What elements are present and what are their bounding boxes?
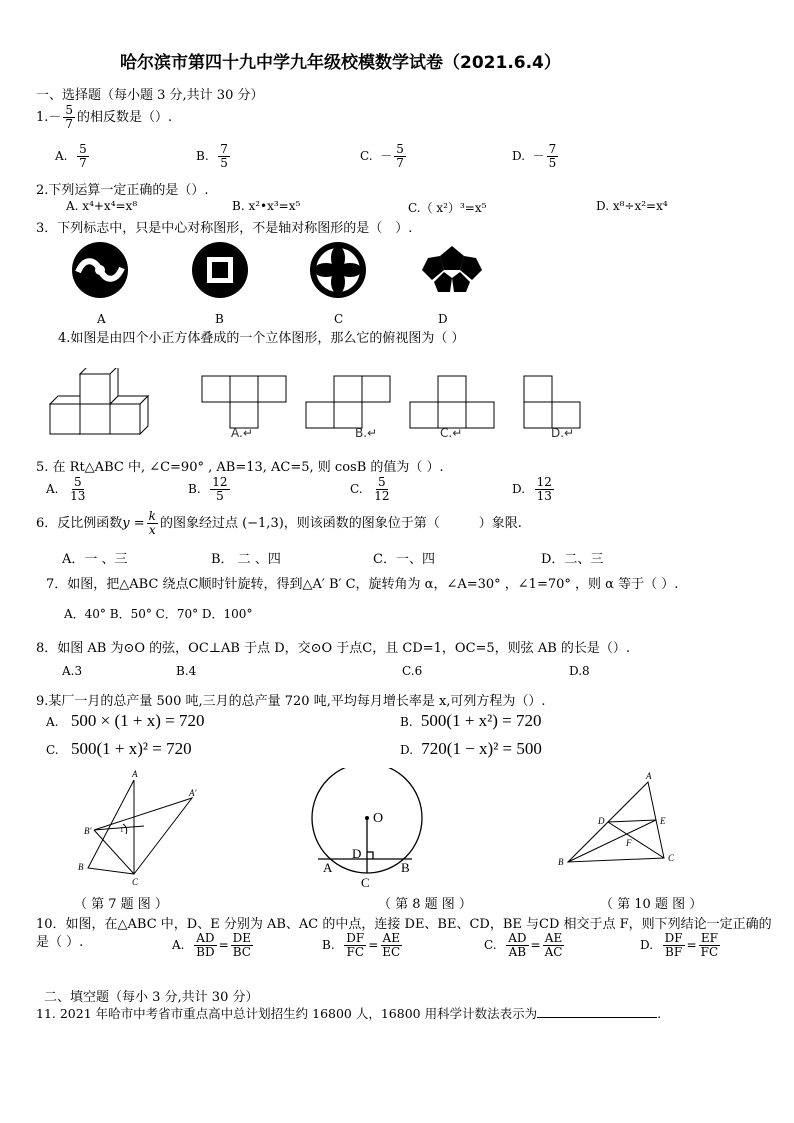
q1-option-b[interactable]: B. $\frac{7}{5}$ <box>196 142 228 170</box>
question-11: 11. 2021 年哈市中考省市重点高中总计划招生约 16800 人，16800 用科学计数法表示为 . <box>36 1006 662 1021</box>
q7-options[interactable]: A．40° B．50° C．70° D．100° <box>64 607 253 621</box>
question-5: 5. 在 Rt△ABC 中, ∠C=90° , AB=13, AC=5, 则 cosB 的值为（ ）. <box>36 460 444 475</box>
q3-label-c[interactable]: C <box>334 312 344 326</box>
question-4: 4.如图是由四个小正方体叠成的一个立体图形，那么它的俯视图为（ ） <box>58 331 465 346</box>
figures-row <box>60 768 740 893</box>
q10-option-a[interactable]: A. $\frac{AD}{BD}$ = $\frac{DE}{BC}$ <box>172 931 252 959</box>
q6-option-d[interactable]: D．二、三 <box>541 552 604 567</box>
q3-label-b[interactable]: B <box>215 312 224 326</box>
logo-a-swirl-icon <box>72 242 128 298</box>
q4-option-d-grid <box>524 376 580 428</box>
fig7-label-a: A <box>132 769 138 779</box>
question-2: 2.下列运算一定正确的是（）. <box>36 183 209 198</box>
fig10-label-f: F <box>626 838 632 848</box>
question-10-line2: 是（ ）. <box>36 935 84 950</box>
q9-option-a[interactable]: A. 500 × (1 + x) = 720 <box>46 711 205 730</box>
fig8-caption: （ 第 8 题 图 ） <box>378 897 472 912</box>
fig7-caption: （ 第 7 题 图 ） <box>74 897 168 912</box>
q11-answer-blank[interactable] <box>537 1005 657 1018</box>
q1-option-c[interactable]: C. － $\frac{5}{7}$ <box>360 142 404 170</box>
question-8: 8．如图 AB 为⊙O 的弦，OC⊥AB 于点 D，交⊙O 于点C，且 CD=1，OC=5，则弦 AB 的长是（）. <box>36 641 631 656</box>
q2-option-b[interactable]: B. x²•x³=x⁵ <box>232 199 301 213</box>
fig7-label-a-prime: A′ <box>189 788 197 798</box>
question-1: 1.－ $\frac{5}{7}$ 的相反数是（）. <box>36 103 173 131</box>
section-fill-heading: 二、填空题（每小 3 分,共计 30 分） <box>44 990 259 1005</box>
fig7-label-c: C <box>132 877 139 887</box>
q1-option-a[interactable]: A. $\frac{5}{7}$ <box>55 142 87 170</box>
fig8-label-b: B <box>401 860 410 875</box>
q10-option-c[interactable]: C. $\frac{AD}{AB}$ = $\frac{AE}{AC}$ <box>484 931 563 959</box>
q8-option-b[interactable]: B.4 <box>176 664 197 678</box>
q4-figures <box>45 368 590 440</box>
q4-label-d[interactable]: D.↵ <box>551 426 575 440</box>
q3-label-a[interactable]: A <box>97 312 106 326</box>
q4-option-c-grid <box>410 376 494 428</box>
fig8-center-dot <box>365 816 369 820</box>
question-10: 10．如图，在△ABC 中，D、E 分别为 AB、AC 的中点，连接 DE、BE、CD，BE 与CD 相交于点 F，则下列结论一定正确的 <box>36 917 772 932</box>
page-title: 哈尔滨市第四十九中学九年级校模数学试卷（2021.6.4） <box>120 53 561 73</box>
q6-option-b[interactable]: B． 二 、四 <box>211 552 281 567</box>
q5-option-d[interactable]: D. $\frac{12}{13}$ <box>512 475 552 503</box>
q9-option-d[interactable]: D. 720(1 − x)² = 500 <box>400 739 542 758</box>
q2-option-a[interactable]: A. x⁴+x⁴=x⁸ <box>66 199 138 213</box>
q9-option-b[interactable]: B. 500(1 + x²) = 720 <box>400 711 542 730</box>
q4-label-b[interactable]: B.↵ <box>355 426 378 440</box>
logo-d-pentagon-icon <box>422 246 482 292</box>
q4-label-a[interactable]: A.↵ <box>231 426 253 440</box>
logo-c-petals-icon <box>310 242 366 298</box>
fig10-label-d: D <box>598 816 605 826</box>
fig7-label-b-prime: B′ <box>84 826 92 836</box>
q4-option-a-grid <box>202 376 286 428</box>
q4-label-c[interactable]: C.↵ <box>440 426 463 440</box>
fig7-diagram <box>88 780 192 874</box>
section-choice-heading: 一、选择题（每小题 3 分,共计 30 分） <box>36 88 264 103</box>
q10-option-b[interactable]: B. $\frac{DF}{FC}$ = $\frac{AE}{EC}$ <box>322 931 401 959</box>
q1-option-d[interactable]: D. － $\frac{7}{5}$ <box>512 142 557 170</box>
fig8-label-a: A <box>323 860 333 875</box>
q8-option-d[interactable]: D.8 <box>569 664 590 678</box>
q9-option-c[interactable]: C. 500(1 + x)² = 720 <box>46 739 192 758</box>
fig10-triangle-diagram <box>568 782 664 862</box>
question-6: 6．反比例函数y = $\frac{k}{x}$ 的图象经过点 (−1,3)，则该函数的图象位于第（ ）象限. <box>36 509 522 537</box>
q2-option-c[interactable]: C.（ x²）³=x⁵ <box>408 201 487 215</box>
question-3: 3．下列标志中，只是中心对称图形，不是轴对称图形的是（ ）. <box>36 221 413 236</box>
fig10-label-b: B <box>558 857 564 867</box>
q8-option-a[interactable]: A.3 <box>62 664 83 678</box>
q6-option-c[interactable]: C．一、四 <box>373 552 435 567</box>
q4-cube-stack-icon <box>50 368 148 434</box>
q4-option-b-grid <box>306 376 390 428</box>
q5-option-a[interactable]: A. $\frac{5}{13}$ <box>46 475 86 503</box>
fig10-label-c: C <box>668 853 675 863</box>
fig7-label-1: 1 <box>120 826 124 834</box>
q8-option-c[interactable]: C.6 <box>402 664 423 678</box>
q10-option-d[interactable]: D. $\frac{DF}{BF}$ = $\frac{EF}{FC}$ <box>640 931 719 959</box>
fig8-circle-diagram <box>312 768 422 873</box>
q5-option-b[interactable]: B. $\frac{12}{5}$ <box>188 475 228 503</box>
fig10-label-e: E <box>660 816 666 826</box>
logo-b-square-icon <box>192 242 248 298</box>
q5-option-c[interactable]: C. $\frac{5}{12}$ <box>350 475 390 503</box>
q2-option-d[interactable]: D. x⁸÷x²=x⁴ <box>596 199 668 213</box>
fig8-label-d: D <box>352 846 362 861</box>
fig10-caption: （ 第 10 题 图 ） <box>600 897 703 912</box>
fig8-label-o: O <box>373 811 384 826</box>
fig7-label-b: B <box>78 862 84 872</box>
question-7: 7．如图，把△ABC 绕点C顺时针旋转，得到△A′ B′ C，旋转角为 α，∠A=30° ，∠1=70° ，则 α 等于（ ）. <box>46 577 679 592</box>
fig10-label-a: A <box>646 771 652 781</box>
fig8-label-c: C <box>361 875 370 890</box>
q6-option-a[interactable]: A．一 、三 <box>62 552 128 567</box>
q3-label-d[interactable]: D <box>438 312 448 326</box>
q3-logos <box>70 240 510 320</box>
question-9: 9.某厂一月的总产量 500 吨,三月的总产量 720 吨,平均每月增长率是 x,可列方程为（）. <box>36 694 546 709</box>
